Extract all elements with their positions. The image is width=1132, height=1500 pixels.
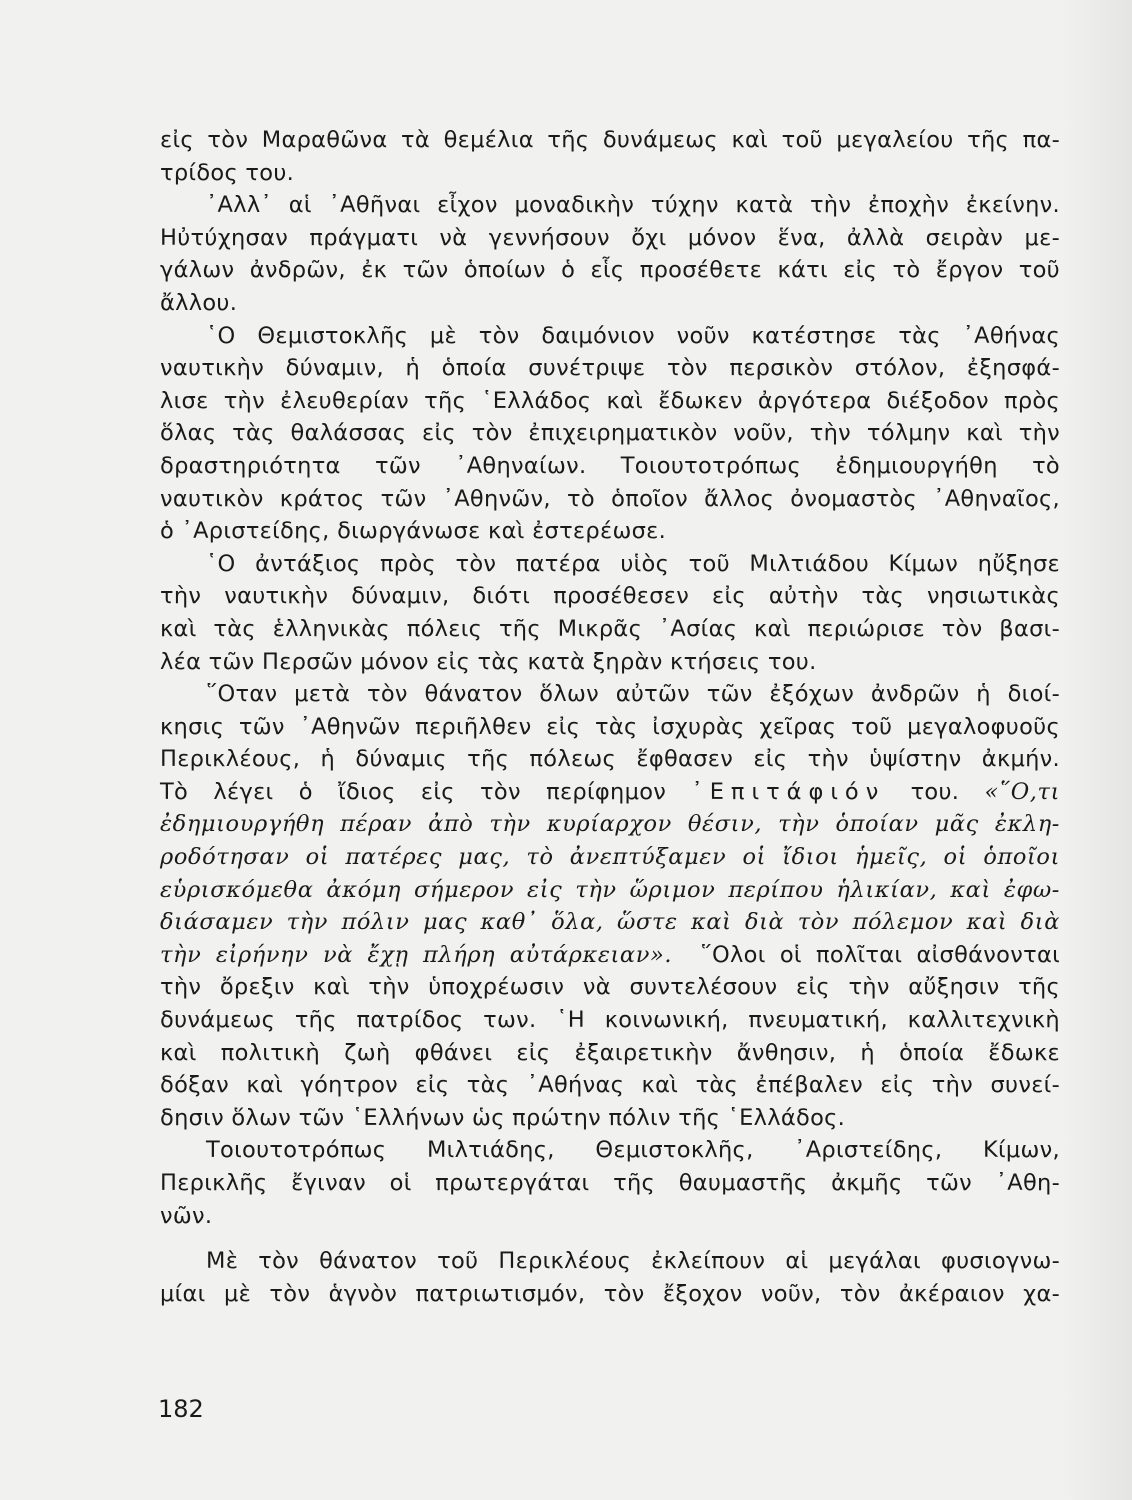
text-line: ῞Οταν μετὰ τὸν θάνατον ὅλων αὐτῶν τῶν ἐξόχων ἀνδρῶν ἡ διοί- [206,681,1060,708]
text-run: του. [910,778,960,805]
text-line: ναυτικὸν κράτος τῶν ᾿Αθηνῶν, τὸ ὁποῖον ἄλλος ὀνομαστὸς ᾿Αθηναῖος, [160,485,1060,512]
text-line: ὅλας τὰς θαλάσσας εἰς τὸν ἐπιχειρηματικὸν νοῦν, τὴν τόλμην καὶ τὴν [160,420,1060,447]
text-line: Τοιουτοτρόπως Μιλτιάδης, Θεμιστοκλῆς, ᾿Αριστείδης, Κίμων, [206,1137,1060,1164]
text-line: νῶν. [160,1202,213,1229]
text-line: καὶ τὰς ἑλληνικὰς πόλεις τῆς Μικρᾶς ᾿Ασίας καὶ περιώρισε τὸν βασι- [160,615,1060,642]
text-line: ῾Ο ἀντάξιος πρὸς τὸν πατέρα υἱὸς τοῦ Μιλτιάδου Κίμων ηὔξησε [206,550,1060,577]
page-number: 182 [158,1395,204,1423]
text-line: εἰς τὸν Μαραθῶνα τὰ θεμέλια τῆς δυνάμεως καὶ τοῦ μεγαλείου τῆς πα- [160,127,1060,153]
text-run: Τὸ λέγει ὁ ἴδιος εἰς τὸν περίφημον [160,778,667,805]
text-line: ἄλλου. [160,289,238,316]
text-line: δησιν ὅλων τῶν ῾Ελλήνων ὡς πρώτην πόλιν τῆς ῾Ελλάδος. [160,1104,846,1131]
body-text [160,124,1060,1310]
text-line: δραστηριότητα τῶν ᾿Αθηναίων. Τοιουτοτρόπως ἐδημιουργήθη τὸ [160,452,1060,479]
text-line: δυνάμεως τῆς πατρίδος των. ῾Η κοινωνική, πνευματική, καλλιτεχνικὴ [160,1007,1060,1034]
text-line: δόξαν καὶ γόητρον εἰς τὰς ᾿Αθήνας καὶ τὰς ἐπέβαλεν εἰς τὴν συνεί- [160,1072,1060,1099]
spaced-title: ᾿Επιτάφιόν [691,778,886,805]
text-line: Ηὐτύχησαν πράγματι νὰ γεννήσουν ὄχι μόνον ἕνα, ἀλλὰ σειρὰν με- [160,224,1060,251]
text-line: Μὲ τὸν θάνατον τοῦ Περικλέους ἐκλείπουν αἱ μεγάλαι φυσιογνω- [206,1248,1060,1275]
quote-line: ἐδημιουργήθη πέραν ἀπὸ τὴν κυρίαρχον θέσιν, τὴν ὁποίαν μᾶς ἐκλη- [160,811,1060,838]
text-line: ᾿Αλλ᾿ αἱ ᾿Αθῆναι εἶχον μοναδικὴν τύχην κατὰ τὴν ἐποχὴν ἐκείνην. [206,192,1060,219]
text-line: καὶ πολιτικὴ ζωὴ φθάνει εἰς ἐξαιρετικὴν ἄνθησιν, ἡ ὁποία ἔδωκε [160,1039,1060,1066]
text-line: τὴν ναυτικὴν δύναμιν, διότι προσέθεσεν εἰς αὐτὴν τὰς νησιωτικὰς [160,583,1060,610]
text-line-mixed [160,939,1060,972]
quote-end: τὴν εἰρήνην νὰ ἔχῃ πλήρη αὐτάρκειαν». [160,941,673,968]
text-line-mixed [160,776,1060,809]
quote-start: «῞Ο,τι [984,778,1061,805]
text-line: τὴν ὄρεξιν καὶ τὴν ὑποχρέωσιν νὰ συντελέσουν εἰς τὴν αὔξησιν τῆς [160,974,1060,1001]
text-line: τρίδος του. [160,159,295,186]
text-line: ὁ ᾿Αριστείδης, διωργάνωσε καὶ ἐστερέωσε. [160,518,667,545]
text-line: Περικλέους, ἡ δύναμις τῆς πόλεως ἔφθασεν εἰς τὴν ὑψίστην ἀκμήν. [160,746,1060,773]
quote-line: διάσαμεν τὴν πόλιν μας καθ᾿ ὅλα, ὥστε καὶ διὰ τὸν πόλεμον καὶ διὰ [160,909,1060,936]
quote-line: ροδότησαν οἱ πατέρες μας, τὸ ἀνεπτύξαμεν οἱ ἴδιοι ἡμεῖς, οἱ ὁποῖοι [160,844,1060,871]
text-line: ῾Ο Θεμιστοκλῆς μὲ τὸν δαιμόνιον νοῦν κατέστησε τὰς ᾿Αθήνας [206,322,1060,349]
text-line: μίαι μὲ τὸν ἁγνὸν πατριωτισμόν, τὸν ἔξοχον νοῦν, τὸν ἀκέραιον χα- [160,1280,1060,1307]
text-line: Περικλῆς ἔγιναν οἱ πρωτεργάται τῆς θαυμαστῆς ἀκμῆς τῶν ᾿Αθη- [160,1170,1060,1196]
text-line: λισε τὴν ἐλευθερίαν τῆς ῾Ελλάδος καὶ ἔδωκεν ἀργότερα διέξοδον πρὸς [160,387,1060,414]
text-line: γάλων ἀνδρῶν, ἐκ τῶν ὁποίων ὁ εἷς προσέθετε κάτι εἰς τὸ ἔργον τοῦ [160,257,1060,284]
text-line: κησις τῶν ᾿Αθηνῶν περιῆλθεν εἰς τὰς ἰσχυρὰς χεῖρας τοῦ μεγαλοφυοῦς [160,713,1060,740]
text-line: ναυτικὴν δύναμιν, ἡ ὁποία συνέτριψε τὸν περσικὸν στόλον, ἐξησφά- [160,355,1060,382]
text-run: ῞Ολοι οἱ πολῖται αἰσθάνονται [700,941,1061,968]
page-edge-shadow [1062,0,1132,1500]
text-line: λέα τῶν Περσῶν μόνον εἰς τὰς κατὰ ξηρὰν κτήσεις του. [160,648,817,675]
quote-line: εὑρισκόμεθα ἀκόμη σήμερον εἰς τὴν ὥριμον περίπου ἡλικίαν, καὶ ἐφω- [160,876,1060,903]
